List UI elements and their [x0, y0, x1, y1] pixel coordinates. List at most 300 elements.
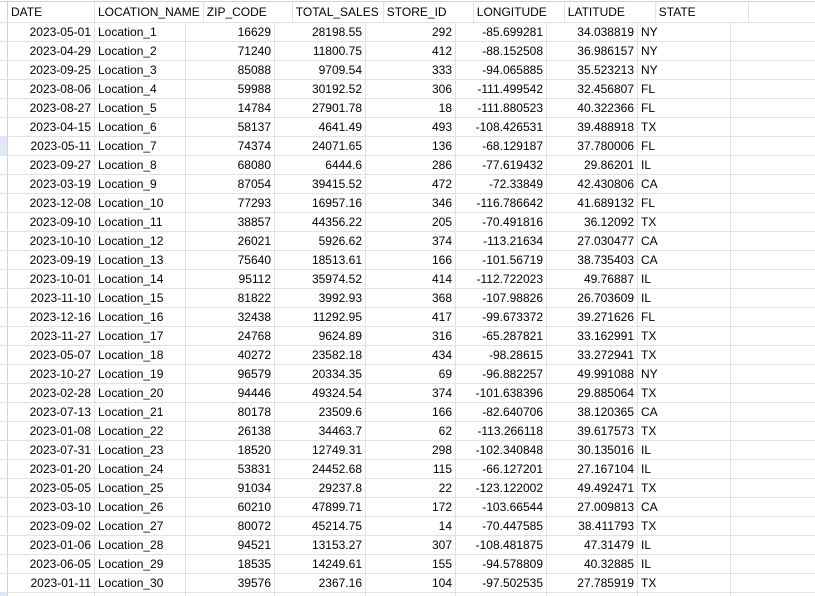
cell-empty[interactable]: [731, 365, 815, 383]
cell-total_sales[interactable]: 14249.61: [275, 555, 366, 573]
column-header-total_sales[interactable]: TOTAL_SALES: [293, 2, 384, 22]
cell-total_sales[interactable]: 24071.65: [275, 137, 366, 155]
cell-empty[interactable]: [731, 479, 815, 497]
cell-store_id[interactable]: 374: [366, 232, 456, 250]
cell-state[interactable]: CA: [638, 251, 731, 269]
cell-longitude[interactable]: -72.33849: [456, 175, 547, 193]
cell-date[interactable]: 2023-09-25: [8, 61, 95, 79]
column-header-store_id[interactable]: STORE_ID: [384, 2, 474, 22]
cell-zip_code[interactable]: 40272: [186, 346, 275, 364]
column-header-longitude[interactable]: LONGITUDE: [474, 2, 565, 22]
cell-empty[interactable]: [731, 555, 815, 573]
cell-store_id[interactable]: 333: [366, 61, 456, 79]
cell-total_sales[interactable]: 47899.71: [275, 498, 366, 516]
cell-longitude[interactable]: -123.122002: [456, 479, 547, 497]
cell-latitude[interactable]: 38.120365: [547, 403, 638, 421]
cell-date[interactable]: 2023-05-01: [8, 23, 95, 41]
cell-total_sales[interactable]: 30192.52: [275, 80, 366, 98]
cell-store_id[interactable]: 286: [366, 156, 456, 174]
cell-date[interactable]: 2023-03-10: [8, 498, 95, 516]
cell-date[interactable]: 2023-04-29: [8, 42, 95, 60]
cell-zip_code[interactable]: 94521: [186, 536, 275, 554]
cell-state[interactable]: FL: [638, 99, 731, 117]
cell-zip_code[interactable]: 26021: [186, 232, 275, 250]
cell-empty[interactable]: [731, 23, 815, 41]
row-marker[interactable]: [0, 441, 8, 459]
cell-state[interactable]: FL: [638, 80, 731, 98]
cell-empty[interactable]: [731, 156, 815, 174]
row-marker[interactable]: [0, 118, 8, 136]
cell-total_sales[interactable]: 12749.31: [275, 441, 366, 459]
cell-total_sales[interactable]: 45214.75: [275, 517, 366, 535]
cell-longitude[interactable]: -108.481875: [456, 536, 547, 554]
cell-latitude[interactable]: 49.492471: [547, 479, 638, 497]
row-marker[interactable]: [0, 536, 8, 554]
cell-date[interactable]: 2023-02-28: [8, 384, 95, 402]
cell-latitude[interactable]: 27.167104: [547, 460, 638, 478]
cell-empty[interactable]: [731, 460, 815, 478]
row-marker[interactable]: [0, 80, 8, 98]
cell-latitude[interactable]: 35.523213: [547, 61, 638, 79]
cell-store_id[interactable]: 166: [366, 403, 456, 421]
cell-location_name[interactable]: Location_11: [95, 213, 186, 231]
row-marker[interactable]: [0, 327, 8, 345]
cell-empty[interactable]: [731, 308, 815, 326]
cell-date[interactable]: 2023-09-02: [8, 517, 95, 535]
cell-date[interactable]: 2023-06-05: [8, 555, 95, 573]
cell-zip_code[interactable]: 94446: [186, 384, 275, 402]
cell-state[interactable]: IL: [638, 441, 731, 459]
column-header-state[interactable]: STATE: [656, 2, 749, 22]
row-marker[interactable]: [0, 365, 8, 383]
cell-date[interactable]: 2023-05-05: [8, 479, 95, 497]
row-marker[interactable]: [0, 403, 8, 421]
cell-date[interactable]: 2023-01-20: [8, 460, 95, 478]
cell-store_id[interactable]: 298: [366, 441, 456, 459]
cell-date[interactable]: 2023-01-11: [8, 574, 95, 592]
cell-location_name[interactable]: Location_19: [95, 365, 186, 383]
cell-location_name[interactable]: Location_22: [95, 422, 186, 440]
cell-longitude[interactable]: -113.266118: [456, 422, 547, 440]
cell-latitude[interactable]: 29.885064: [547, 384, 638, 402]
cell-store_id[interactable]: 172: [366, 498, 456, 516]
cell-empty[interactable]: [731, 498, 815, 516]
column-header-empty[interactable]: [749, 2, 815, 22]
cell-state[interactable]: NY: [638, 365, 731, 383]
cell-longitude[interactable]: -94.065885: [456, 61, 547, 79]
cell-total_sales[interactable]: 11292.95: [275, 308, 366, 326]
row-marker[interactable]: [0, 156, 8, 174]
row-marker[interactable]: [0, 175, 8, 193]
cell-zip_code[interactable]: 16629: [186, 23, 275, 41]
cell-empty[interactable]: [731, 403, 815, 421]
cell-longitude[interactable]: -111.499542: [456, 80, 547, 98]
cell-location_name[interactable]: Location_13: [95, 251, 186, 269]
row-marker[interactable]: [0, 61, 8, 79]
cell-location_name[interactable]: Location_16: [95, 308, 186, 326]
cell-empty[interactable]: [731, 422, 815, 440]
cell-total_sales[interactable]: 39415.52: [275, 175, 366, 193]
cell-total_sales[interactable]: 34463.7: [275, 422, 366, 440]
row-marker[interactable]: [0, 574, 8, 592]
cell-longitude[interactable]: -82.640706: [456, 403, 547, 421]
cell-latitude[interactable]: 49.991088: [547, 365, 638, 383]
row-marker[interactable]: [0, 346, 8, 364]
row-marker[interactable]: [0, 422, 8, 440]
row-marker[interactable]: [0, 479, 8, 497]
row-marker[interactable]: [0, 232, 8, 250]
cell-latitude[interactable]: 29.86201: [547, 156, 638, 174]
cell-empty[interactable]: [731, 289, 815, 307]
cell-empty[interactable]: [731, 441, 815, 459]
cell-longitude[interactable]: -111.880523: [456, 99, 547, 117]
cell-state[interactable]: CA: [638, 175, 731, 193]
cell-location_name[interactable]: Location_2: [95, 42, 186, 60]
cell-latitude[interactable]: 47.31479: [547, 536, 638, 554]
cell-location_name[interactable]: Location_26: [95, 498, 186, 516]
row-marker[interactable]: [0, 270, 8, 288]
cell-zip_code[interactable]: 85088: [186, 61, 275, 79]
cell-date[interactable]: 2023-10-10: [8, 232, 95, 250]
cell-total_sales[interactable]: 24452.68: [275, 460, 366, 478]
cell-zip_code[interactable]: 18520: [186, 441, 275, 459]
cell-empty[interactable]: [731, 61, 815, 79]
cell-date[interactable]: 2023-01-06: [8, 536, 95, 554]
cell-longitude[interactable]: -107.98826: [456, 289, 547, 307]
cell-zip_code[interactable]: 26138: [186, 422, 275, 440]
cell-store_id[interactable]: 412: [366, 42, 456, 60]
cell-longitude[interactable]: -116.786642: [456, 194, 547, 212]
column-header-zip_code[interactable]: ZIP_CODE: [204, 2, 293, 22]
cell-state[interactable]: IL: [638, 555, 731, 573]
cell-store_id[interactable]: 306: [366, 80, 456, 98]
cell-empty[interactable]: [731, 327, 815, 345]
cell-state[interactable]: TX: [638, 327, 731, 345]
cell-empty[interactable]: [731, 42, 815, 60]
cell-date[interactable]: 2023-01-08: [8, 422, 95, 440]
cell-state[interactable]: TX: [638, 118, 731, 136]
cell-store_id[interactable]: 115: [366, 460, 456, 478]
cell-location_name[interactable]: Location_8: [95, 156, 186, 174]
cell-zip_code[interactable]: 81822: [186, 289, 275, 307]
cell-longitude[interactable]: -98.28615: [456, 346, 547, 364]
row-marker[interactable]: [0, 289, 8, 307]
cell-longitude[interactable]: -65.287821: [456, 327, 547, 345]
cell-date[interactable]: 2023-09-27: [8, 156, 95, 174]
cell-total_sales[interactable]: 9709.54: [275, 61, 366, 79]
cell-total_sales[interactable]: 11800.75: [275, 42, 366, 60]
cell-zip_code[interactable]: 24768: [186, 327, 275, 345]
cell-date[interactable]: 2023-08-06: [8, 80, 95, 98]
cell-latitude[interactable]: 33.162991: [547, 327, 638, 345]
cell-zip_code[interactable]: 91034: [186, 479, 275, 497]
cell-longitude[interactable]: -96.882257: [456, 365, 547, 383]
cell-latitude[interactable]: 36.986157: [547, 42, 638, 60]
cell-location_name[interactable]: Location_28: [95, 536, 186, 554]
cell-latitude[interactable]: 39.488918: [547, 118, 638, 136]
cell-total_sales[interactable]: 27901.78: [275, 99, 366, 117]
row-marker[interactable]: [0, 99, 8, 117]
cell-state[interactable]: NY: [638, 61, 731, 79]
cell-longitude[interactable]: -94.578809: [456, 555, 547, 573]
cell-longitude[interactable]: -68.129187: [456, 137, 547, 155]
cell-state[interactable]: IL: [638, 156, 731, 174]
cell-location_name[interactable]: Location_4: [95, 80, 186, 98]
cell-zip_code[interactable]: 59988: [186, 80, 275, 98]
cell-total_sales[interactable]: 6444.6: [275, 156, 366, 174]
cell-empty[interactable]: [731, 251, 815, 269]
column-header-date[interactable]: DATE: [8, 2, 95, 22]
cell-empty[interactable]: [731, 517, 815, 535]
cell-location_name[interactable]: Location_3: [95, 61, 186, 79]
cell-total_sales[interactable]: 13153.27: [275, 536, 366, 554]
cell-latitude[interactable]: 40.32885: [547, 555, 638, 573]
cell-location_name[interactable]: Location_5: [95, 99, 186, 117]
cell-empty[interactable]: [731, 574, 815, 592]
cell-zip_code[interactable]: 32438: [186, 308, 275, 326]
cell-latitude[interactable]: 40.322366: [547, 99, 638, 117]
cell-state[interactable]: TX: [638, 479, 731, 497]
cell-zip_code[interactable]: 39576: [186, 574, 275, 592]
cell-zip_code[interactable]: 80072: [186, 517, 275, 535]
cell-longitude[interactable]: -85.699281: [456, 23, 547, 41]
cell-empty[interactable]: [731, 213, 815, 231]
cell-state[interactable]: FL: [638, 308, 731, 326]
cell-latitude[interactable]: 27.030477: [547, 232, 638, 250]
row-marker[interactable]: [0, 2, 8, 22]
cell-state[interactable]: NY: [638, 23, 731, 41]
cell-total_sales[interactable]: 23509.6: [275, 403, 366, 421]
cell-zip_code[interactable]: 75640: [186, 251, 275, 269]
row-marker[interactable]: [0, 137, 8, 155]
cell-state[interactable]: TX: [638, 384, 731, 402]
row-marker[interactable]: [0, 213, 8, 231]
cell-date[interactable]: 2023-08-27: [8, 99, 95, 117]
cell-store_id[interactable]: 417: [366, 308, 456, 326]
cell-longitude[interactable]: -66.127201: [456, 460, 547, 478]
cell-store_id[interactable]: 368: [366, 289, 456, 307]
cell-state[interactable]: TX: [638, 517, 731, 535]
cell-state[interactable]: CA: [638, 403, 731, 421]
cell-total_sales[interactable]: 35974.52: [275, 270, 366, 288]
cell-store_id[interactable]: 18: [366, 99, 456, 117]
cell-total_sales[interactable]: 4641.49: [275, 118, 366, 136]
cell-state[interactable]: CA: [638, 232, 731, 250]
cell-location_name[interactable]: Location_7: [95, 137, 186, 155]
cell-latitude[interactable]: 39.271626: [547, 308, 638, 326]
cell-zip_code[interactable]: 14784: [186, 99, 275, 117]
cell-latitude[interactable]: 27.009813: [547, 498, 638, 516]
cell-state[interactable]: IL: [638, 270, 731, 288]
cell-longitude[interactable]: -102.340848: [456, 441, 547, 459]
cell-date[interactable]: 2023-09-19: [8, 251, 95, 269]
cell-empty[interactable]: [731, 137, 815, 155]
cell-latitude[interactable]: 38.735403: [547, 251, 638, 269]
cell-latitude[interactable]: 39.617573: [547, 422, 638, 440]
cell-location_name[interactable]: Location_21: [95, 403, 186, 421]
cell-location_name[interactable]: Location_9: [95, 175, 186, 193]
cell-store_id[interactable]: 69: [366, 365, 456, 383]
cell-zip_code[interactable]: 58137: [186, 118, 275, 136]
cell-location_name[interactable]: Location_29: [95, 555, 186, 573]
cell-location_name[interactable]: Location_14: [95, 270, 186, 288]
cell-zip_code[interactable]: 60210: [186, 498, 275, 516]
cell-location_name[interactable]: Location_10: [95, 194, 186, 212]
cell-date[interactable]: 2023-12-08: [8, 194, 95, 212]
cell-empty[interactable]: [731, 194, 815, 212]
cell-longitude[interactable]: -88.152508: [456, 42, 547, 60]
row-marker[interactable]: [0, 517, 8, 535]
cell-location_name[interactable]: Location_20: [95, 384, 186, 402]
column-header-latitude[interactable]: LATITUDE: [565, 2, 656, 22]
cell-longitude[interactable]: -112.722023: [456, 270, 547, 288]
cell-zip_code[interactable]: 95112: [186, 270, 275, 288]
cell-longitude[interactable]: -108.426531: [456, 118, 547, 136]
cell-longitude[interactable]: -70.491816: [456, 213, 547, 231]
cell-store_id[interactable]: 434: [366, 346, 456, 364]
cell-total_sales[interactable]: 28198.55: [275, 23, 366, 41]
cell-date[interactable]: 2023-03-19: [8, 175, 95, 193]
cell-location_name[interactable]: Location_24: [95, 460, 186, 478]
cell-zip_code[interactable]: 77293: [186, 194, 275, 212]
cell-zip_code[interactable]: 18535: [186, 555, 275, 573]
cell-empty[interactable]: [731, 536, 815, 554]
cell-zip_code[interactable]: 80178: [186, 403, 275, 421]
cell-store_id[interactable]: 104: [366, 574, 456, 592]
cell-latitude[interactable]: 36.12092: [547, 213, 638, 231]
cell-date[interactable]: 2023-09-10: [8, 213, 95, 231]
cell-zip_code[interactable]: 38857: [186, 213, 275, 231]
cell-empty[interactable]: [731, 118, 815, 136]
cell-date[interactable]: 2023-04-15: [8, 118, 95, 136]
cell-date[interactable]: 2023-12-16: [8, 308, 95, 326]
cell-date[interactable]: 2023-07-31: [8, 441, 95, 459]
row-marker[interactable]: [0, 42, 8, 60]
cell-date[interactable]: 2023-11-27: [8, 327, 95, 345]
cell-state[interactable]: FL: [638, 194, 731, 212]
row-marker[interactable]: [0, 384, 8, 402]
cell-date[interactable]: 2023-11-10: [8, 289, 95, 307]
cell-latitude[interactable]: 34.038819: [547, 23, 638, 41]
cell-total_sales[interactable]: 23582.18: [275, 346, 366, 364]
row-marker[interactable]: [0, 23, 8, 41]
cell-zip_code[interactable]: 87054: [186, 175, 275, 193]
cell-empty[interactable]: [731, 175, 815, 193]
cell-location_name[interactable]: Location_30: [95, 574, 186, 592]
cell-latitude[interactable]: 37.780006: [547, 137, 638, 155]
cell-zip_code[interactable]: 68080: [186, 156, 275, 174]
cell-state[interactable]: IL: [638, 460, 731, 478]
cell-location_name[interactable]: Location_15: [95, 289, 186, 307]
cell-longitude[interactable]: -97.502535: [456, 574, 547, 592]
cell-total_sales[interactable]: 9624.89: [275, 327, 366, 345]
cell-store_id[interactable]: 374: [366, 384, 456, 402]
cell-location_name[interactable]: Location_1: [95, 23, 186, 41]
column-header-location_name[interactable]: LOCATION_NAME: [95, 2, 204, 22]
cell-date[interactable]: 2023-07-13: [8, 403, 95, 421]
cell-date[interactable]: 2023-05-11: [8, 137, 95, 155]
cell-location_name[interactable]: Location_25: [95, 479, 186, 497]
cell-latitude[interactable]: 41.689132: [547, 194, 638, 212]
cell-longitude[interactable]: -70.447585: [456, 517, 547, 535]
cell-zip_code[interactable]: 71240: [186, 42, 275, 60]
cell-store_id[interactable]: 346: [366, 194, 456, 212]
row-marker[interactable]: [0, 460, 8, 478]
cell-latitude[interactable]: 42.430806: [547, 175, 638, 193]
cell-empty[interactable]: [731, 346, 815, 364]
cell-location_name[interactable]: Location_18: [95, 346, 186, 364]
cell-latitude[interactable]: 30.135016: [547, 441, 638, 459]
cell-state[interactable]: TX: [638, 346, 731, 364]
row-marker[interactable]: [0, 555, 8, 573]
cell-location_name[interactable]: Location_17: [95, 327, 186, 345]
cell-location_name[interactable]: Location_23: [95, 441, 186, 459]
row-marker[interactable]: [0, 498, 8, 516]
cell-longitude[interactable]: -99.673372: [456, 308, 547, 326]
cell-state[interactable]: TX: [638, 574, 731, 592]
cell-store_id[interactable]: 414: [366, 270, 456, 288]
cell-location_name[interactable]: Location_27: [95, 517, 186, 535]
cell-empty[interactable]: [731, 232, 815, 250]
cell-longitude[interactable]: -113.21634: [456, 232, 547, 250]
cell-location_name[interactable]: Location_6: [95, 118, 186, 136]
cell-zip_code[interactable]: 96579: [186, 365, 275, 383]
row-marker[interactable]: [0, 308, 8, 326]
cell-date[interactable]: 2023-10-01: [8, 270, 95, 288]
cell-longitude[interactable]: -103.66544: [456, 498, 547, 516]
cell-location_name[interactable]: Location_12: [95, 232, 186, 250]
cell-store_id[interactable]: 136: [366, 137, 456, 155]
cell-store_id[interactable]: 205: [366, 213, 456, 231]
cell-state[interactable]: TX: [638, 213, 731, 231]
cell-zip_code[interactable]: 53831: [186, 460, 275, 478]
cell-date[interactable]: 2023-05-07: [8, 346, 95, 364]
cell-store_id[interactable]: 22: [366, 479, 456, 497]
cell-store_id[interactable]: 493: [366, 118, 456, 136]
cell-empty[interactable]: [731, 99, 815, 117]
cell-total_sales[interactable]: 20334.35: [275, 365, 366, 383]
cell-store_id[interactable]: 14: [366, 517, 456, 535]
cell-total_sales[interactable]: 16957.16: [275, 194, 366, 212]
cell-state[interactable]: IL: [638, 536, 731, 554]
cell-latitude[interactable]: 38.411793: [547, 517, 638, 535]
cell-longitude[interactable]: -77.619432: [456, 156, 547, 174]
cell-empty[interactable]: [731, 270, 815, 288]
cell-state[interactable]: TX: [638, 422, 731, 440]
cell-state[interactable]: CA: [638, 498, 731, 516]
cell-total_sales[interactable]: 18513.61: [275, 251, 366, 269]
cell-store_id[interactable]: 292: [366, 23, 456, 41]
cell-total_sales[interactable]: 44356.22: [275, 213, 366, 231]
cell-state[interactable]: FL: [638, 137, 731, 155]
cell-store_id[interactable]: 307: [366, 536, 456, 554]
cell-latitude[interactable]: 27.785919: [547, 574, 638, 592]
cell-total_sales[interactable]: 5926.62: [275, 232, 366, 250]
cell-empty[interactable]: [731, 80, 815, 98]
cell-store_id[interactable]: 472: [366, 175, 456, 193]
cell-total_sales[interactable]: 49324.54: [275, 384, 366, 402]
cell-latitude[interactable]: 33.272941: [547, 346, 638, 364]
row-marker[interactable]: [0, 194, 8, 212]
cell-store_id[interactable]: 62: [366, 422, 456, 440]
cell-latitude[interactable]: 26.703609: [547, 289, 638, 307]
cell-total_sales[interactable]: 2367.16: [275, 574, 366, 592]
cell-longitude[interactable]: -101.638396: [456, 384, 547, 402]
cell-latitude[interactable]: 49.76887: [547, 270, 638, 288]
cell-latitude[interactable]: 32.456807: [547, 80, 638, 98]
cell-longitude[interactable]: -101.56719: [456, 251, 547, 269]
row-marker[interactable]: [0, 251, 8, 269]
